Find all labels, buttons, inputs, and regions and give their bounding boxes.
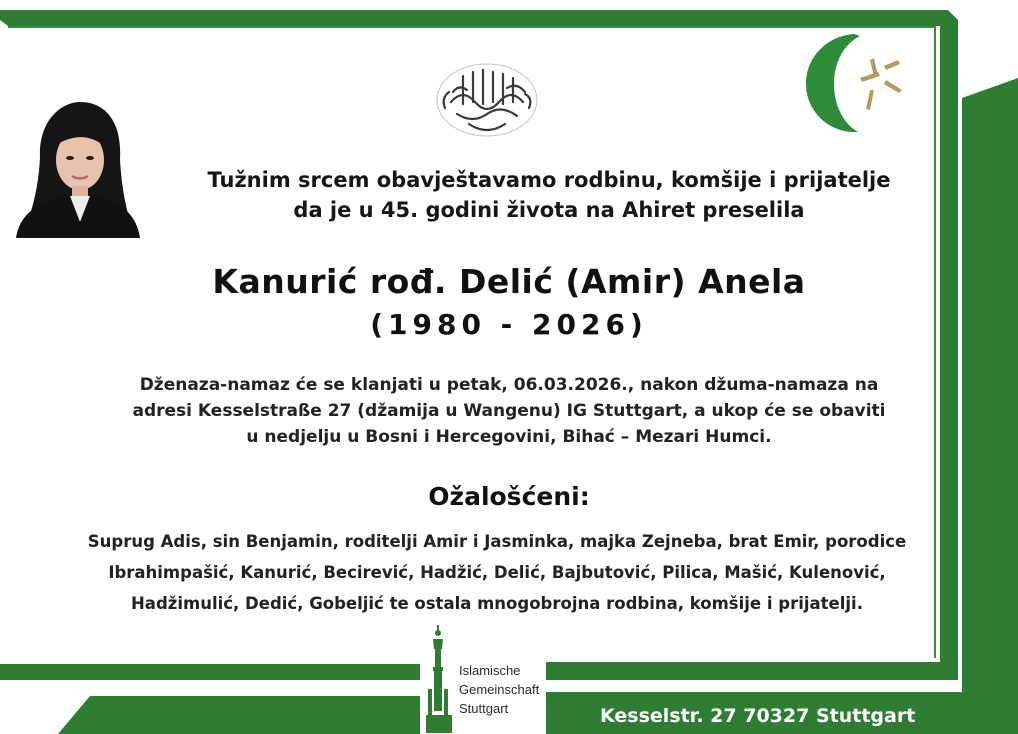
logo-line-3: Stuttgart (459, 701, 509, 716)
details-line-2: adresi Kesselstraße 27 (džamija u Wangenu) IG Stuttgart, a ukop će se obaviti (132, 401, 886, 421)
announcement-intro (40, 165, 1018, 225)
life-years: (1980 - 2026) (370, 308, 648, 341)
mourners-list (0, 526, 1006, 619)
intro-line-1: Tužnim srcem obavještavamo rodbinu, komšije i prijatelje (207, 168, 891, 192)
intro-line-2: da je u 45. godini života na Ahiret preselila (293, 198, 805, 222)
mourners-line-1: Suprug Adis, sin Benjamin, roditelji Amir i Jasminka, majka Zejneba, brat Emir, porodice (87, 532, 907, 551)
deceased-name: Kanurić rođ. Delić (Amir) Anela (212, 262, 806, 301)
mourners-line-2: Ibrahimpašić, Kanurić, Becirević, Hadžić, Delić, Bajbutović, Pilica, Mašić, Kulenović, (108, 563, 886, 582)
mosque-minaret-icon (424, 625, 454, 733)
funeral-details (0, 372, 1018, 450)
mourners-line-3: Hadžimulić, Dedić, Gobeljić te ostala mnogobrojna rodbina, komšije i prijatelji. (131, 594, 863, 613)
footer-address: Kesselstr. 27 70327 Stuttgart (600, 705, 916, 727)
crescent-star-icon (800, 30, 914, 136)
bismillah-calligraphy-icon (433, 58, 541, 142)
logo-line-2: Gemeinschaft (459, 682, 540, 697)
organization-logo-text (459, 661, 539, 718)
logo-line-1: Islamische (459, 663, 521, 678)
details-line-3: u nedjelju u Bosni i Hercegovini, Bihać – Mezari Humci. (246, 427, 772, 447)
details-line-1: Dženaza-namaz će se klanjati u petak, 06.03.2026., nakon džuma-namaza na (139, 375, 879, 395)
mourners-heading: Ožalošćeni: (428, 482, 590, 511)
